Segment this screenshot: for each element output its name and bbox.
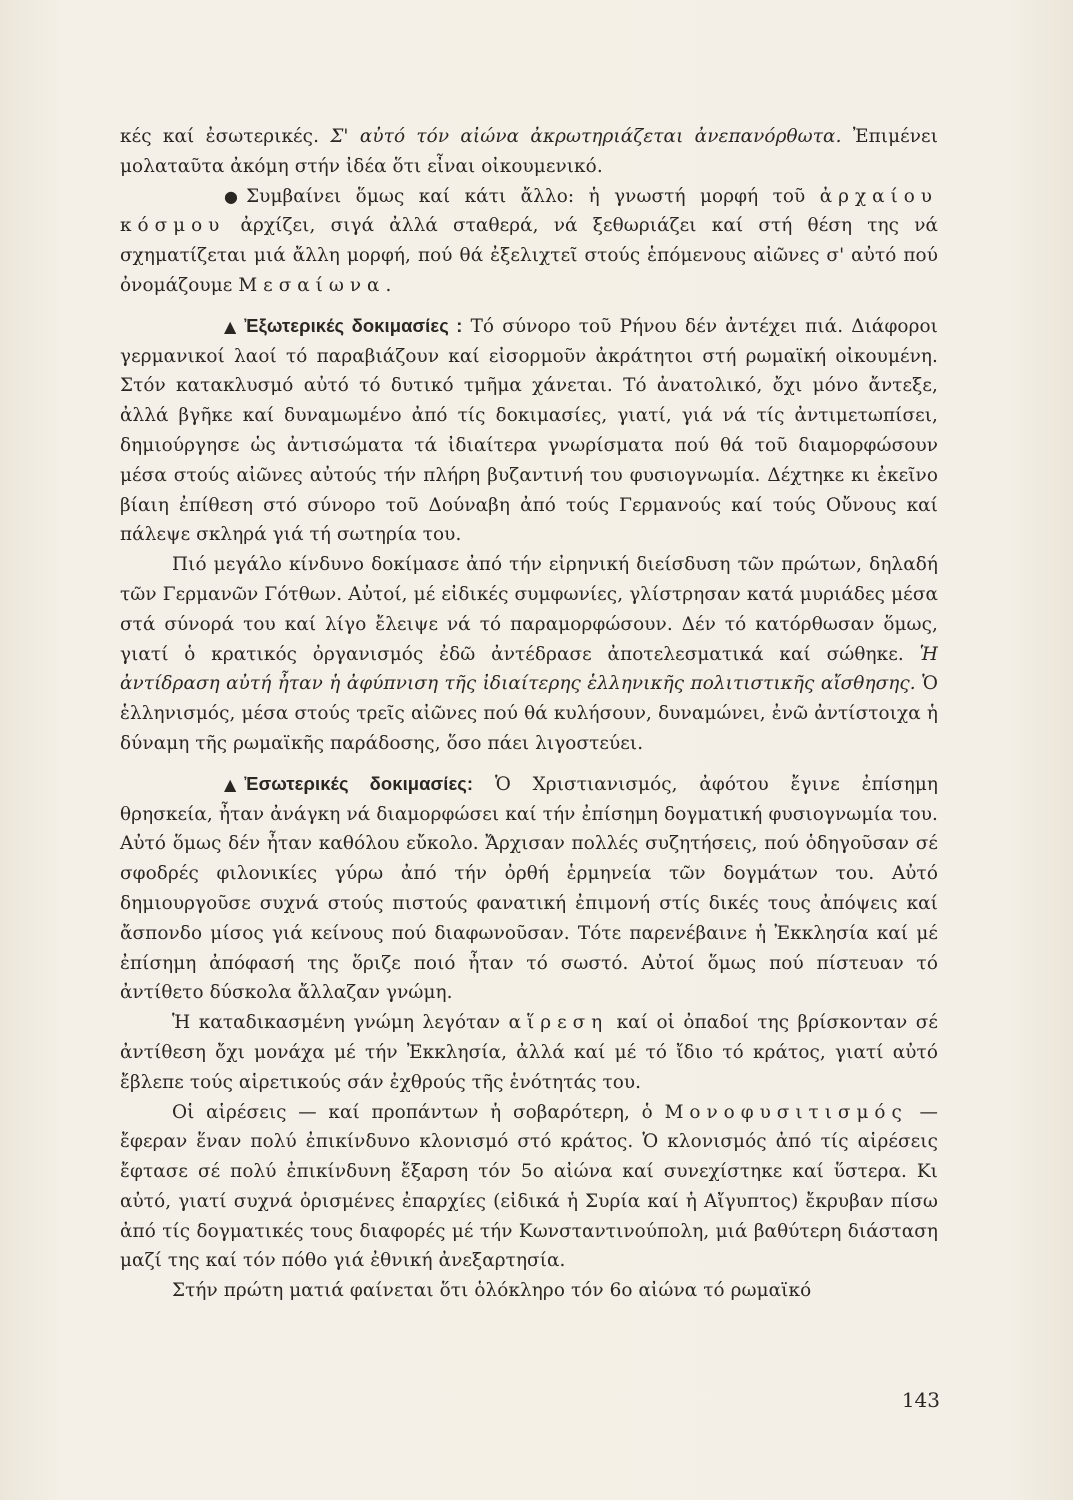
text-run: Ὁ Χριστιανισμός, ἀφότου ἔγινε ἐπίσημη θρησκεία, ἦταν ἀνάγκη νά διαμορφώσει καί τήν ἐπίσημη δογματική φυσιογνωμία του. Αὐτό ὅμως δέν ἦταν καθόλου εὔκολο. Ἄρχισαν πολλές συζητήσεις, πού ὁδηγοῦσαν σέ σφοδρές φιλονικίες γύρω ἀπό τήν ὀρθή ἑρμηνεία τῶν δογμάτων του. Αὐτό δημιουργοῦσε συχνά στούς πιστούς φανατική ἐπιμονή στίς δικές τους ἀπόψεις καί ἄσπονδο μίσος γιά κείνους πού διαφωνοῦσαν. Τότε παρενέβαινε ἡ Ἐκκλησία καί μέ ἐπίσημη ἀπόφασή της ὅριζε ποιό ἦταν τό σωστό. Αὐτοί ὅμως πού πίστευαν τό ἀντίθετο δύσκολα ἄλλαζαν γνώμη. <box>120 773 939 1004</box>
paragraph-continued <box>120 122 938 182</box>
text-run: Οἱ αἱρέσεις — καί προπάντων ἡ σοβαρότερη, ὁ <box>172 1101 665 1123</box>
text-run: ἀρχίζει, σιγά ἀλλά σταθερά, νά ξεθωριάζει καί στή θέση της νά σχηματίζεται μιά ἄλλη μορφή, πού θά ἐξελιχτεῖ στούς ἑπόμενους αἰῶνες σ' αὐτό πού ὀνομάζουμε <box>120 215 938 296</box>
bullet-icon: ● <box>224 186 239 206</box>
text-run: — ἔφεραν ἕναν πολύ ἐπικίνδυνο κλονισμό στό κράτος. Ὁ κλονισμός ἀπό τίς αἱρέσεις ἔφτασε σέ πολύ ἐπικίνδυνη ἔξαρση τόν 5ο αἰώνα καί συνεχίστηκε καί ὕστερα. Κι αὐτό, γιατί συχνά ὁρισμένες ἐπαρχίες (εἰδικά ἡ Συρία καί ἡ Αἴγυπτος) ἔκρυβαν πίσω ἀπό τίς δογματικές τους διαφορές μέ τήν Κωνσταντινούπολη, μιά βαθύτερη διάσταση μαζί της καί τόν πόθο γιά ἐθνική ἀνεξαρτησία. <box>120 1101 938 1272</box>
spaced-text-run: Μονοφυσιτισμός <box>664 1101 908 1123</box>
text-run: καί οἱ ὀπαδοί της βρίσκονταν σέ ἀντίθεση ὄχι μονάχα μέ τήν Ἐκκλησία, ἀλλά καί μέ τό ἴδιο τό κράτος, γιατί αὐτό ἔβλεπε τούς αἱρετικούς σάν ἐχθρούς τῆς ἑνότητάς του. <box>120 1012 938 1093</box>
triangle-icon: ▲ <box>224 316 237 336</box>
spaced-text-run: αἵρεση <box>508 1012 609 1034</box>
paragraph <box>120 1098 938 1277</box>
text-run: Στήν πρώτη ματιά φαίνεται ὅτι ὁλόκληρο τόν 6ο αἰώνα τό ρωμαϊκό <box>172 1280 812 1302</box>
paragraph-internal-trials <box>120 769 938 1008</box>
paragraph <box>120 1276 938 1306</box>
text-run: Συμβαίνει ὅμως καί κάτι ἄλλο: ἡ γνωστή μορφή τοῦ <box>246 185 820 207</box>
spaced-text-run: ἀρχαίου κόσμου <box>120 185 938 237</box>
body-text <box>120 122 938 1306</box>
text-run: κές καί ἐσωτερικές. <box>120 126 331 147</box>
text-run: Ἐπιμένει μολαταῦτα ἀκόμη στήν ἰδέα ὅτι εἶναι οἰκουμενικό. <box>120 126 939 177</box>
text-run: Ὁ ἑλληνισμός, μέσα στούς τρεῖς αἰῶνες πού θά κυλήσουν, δυναμώνει, ἐνῶ ἀντίστοιχα ἡ δύναμη τῆς ρωμαϊκῆς παράδοσης, ὅσο πάει λιγοστεύει. <box>120 673 938 754</box>
page-number: 143 <box>901 1388 940 1412</box>
triangle-icon: ▲ <box>224 774 237 794</box>
text-run: Τό σύνορο τοῦ Ρήνου δέν ἀντέχει πιά. Διάφοροι γερμανικοί λαοί τό παραβιάζουν καί εἰσορμοῦν ἀκράτητοι στή ρωμαϊκή οἰκουμένη. Στόν κατακλυσμό αὐτό τό δυτικό τμῆμα χάνεται. Τό ἀνατολικό, ὄχι μόνο ἄντεξε, ἀλλά βγῆκε καί δυναμωμένο ἀπό τίς δοκιμασίες, γιατί, γιά νά τίς ἀντιμετωπίσει, δημιούργησε ὡς ἀντισώματα τά ἰδιαίτερα γνωρίσματα πού θά τοῦ διαμορφώσουν μέσα στούς αἰῶνες αὐτούς τήν πλήρη βυζαντινή του φυσιογνωμία. Δέχτηκε κι ἐκεῖνο βίαιη ἐπίθεση στό σύνορο τοῦ Δούναβη ἀπό τούς Γερμανούς καί τούς Οὔνους καί πάλεψε σκληρά γιά τή σωτηρία του. <box>120 315 938 546</box>
section-heading: Ἐσωτερικές δοκιμασίες: <box>244 772 474 794</box>
text-run: Πιό μεγάλο κίνδυνο δοκίμασε ἀπό τήν εἰρηνική διείσδυση τῶν πρώτων, δηλαδή τῶν Γερμανῶν Γότθων. Αὐτοί, μέ εἰδικές συμφωνίες, γλίστρησαν κατά μυριάδες μέσα στά σύνορά του καί λίγο ἔλειψε νά τό παραμορφώσουν. Δέν τό κατόρθωσαν ὅμως, γιατί ὁ κρατικός ὀργανισμός ἐδῶ ἀντέδρασε ἀποτελεσματικά καί σώθηκε. <box>120 554 938 665</box>
text-run: . <box>385 274 392 296</box>
text-run: Ἡ καταδικασμένη γνώμη λεγόταν <box>172 1012 509 1034</box>
italic-text-run: Σ' αὐτό τόν αἰώνα ἀκρωτηριάζεται ἀνεπανόρθωτα. <box>330 126 842 147</box>
paragraph <box>120 1008 938 1097</box>
section-heading: Ἐξωτερικές δοκιμασίες : <box>244 314 463 336</box>
italic-text-run: Ἡ ἀντίδραση αὐτή ἦταν ἡ ἀφύπνιση τῆς ἰδιαίτερης ἑλληνικῆς πολιτιστικῆς αἴσθησης. <box>120 643 938 695</box>
spaced-text-run: Μεσαίωνα <box>238 274 386 296</box>
paragraph <box>120 550 938 759</box>
paragraph-bullet <box>120 182 938 301</box>
paragraph-external-trials <box>120 311 938 550</box>
